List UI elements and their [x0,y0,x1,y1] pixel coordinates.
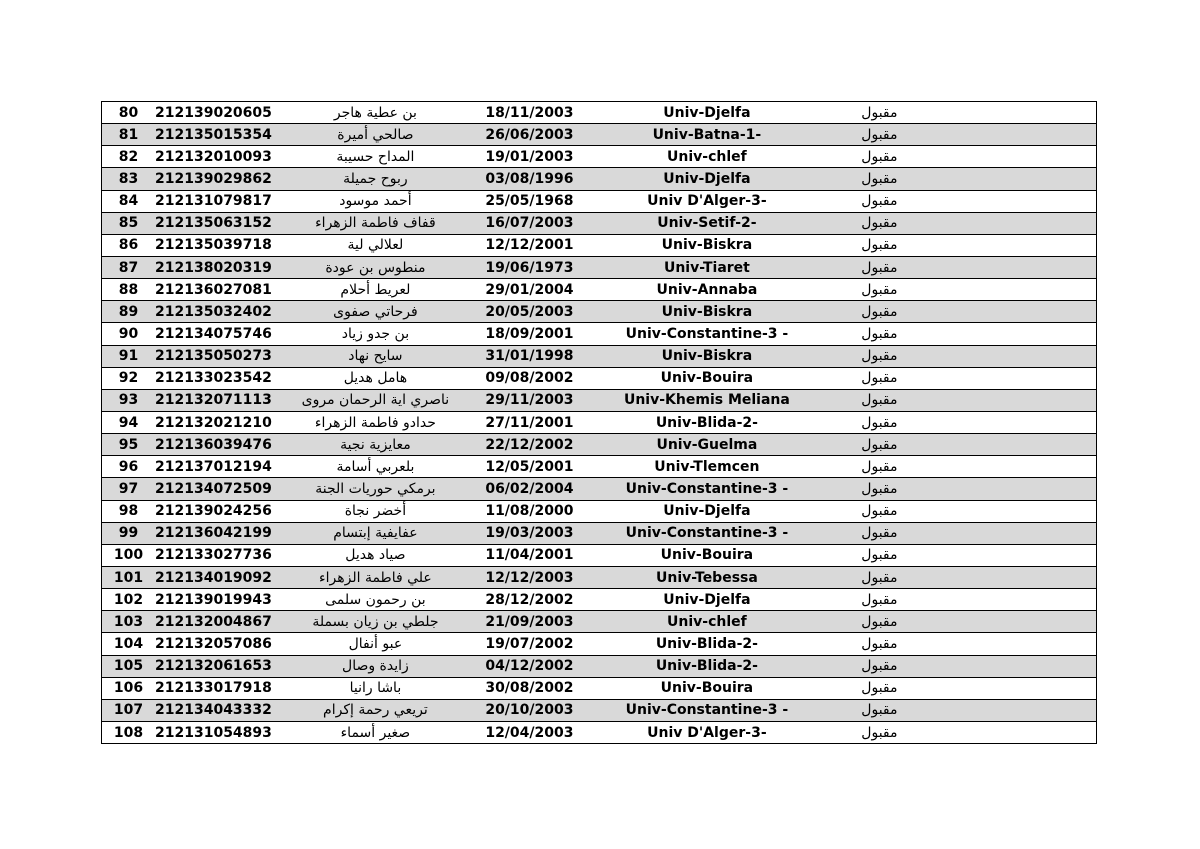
empty-cell [937,146,1097,168]
university-cell: Univ-Bouira [592,677,822,699]
table-row [102,434,1097,456]
university-cell: Univ-Blida-2- [592,411,822,433]
student-name-cell: أخضر نجاة [284,500,467,522]
registration-id-cell: 212134072509 [155,478,284,500]
empty-cell [937,190,1097,212]
row-number-cell: 86 [102,234,156,256]
birth-date-cell: 12/04/2003 [485,724,574,741]
table-row [102,146,1097,168]
row-number-cell: 92 [102,367,156,389]
registration-id-cell: 212134075746 [155,323,284,345]
row-number-cell: 80 [102,102,156,124]
birth-date-cell: 18/11/2003 [467,102,592,124]
birth-date-cell: 22/12/2002 [467,434,592,456]
empty-cell [937,168,1097,190]
status-cell: مقبول [822,699,937,721]
registration-id-cell: 212132061653 [155,655,284,677]
row-number-cell: 88 [102,279,156,301]
university-cell: Univ-Setif-2- [592,212,822,234]
row-number-cell: 101 [102,566,156,588]
status-cell: مقبول [822,411,937,433]
registration-id-cell: 212136042199 [155,522,284,544]
student-name-cell: سايح نهاد [284,345,467,367]
university-cell: Univ-Djelfa [592,168,822,190]
university-cell: Univ-Blida-2- [592,655,822,677]
status-cell: مقبول [822,345,937,367]
university-cell: Univ-Tlemcen [592,456,822,478]
birth-date-cell: 06/02/2004 [467,478,592,500]
row-number-cell: 102 [102,589,156,611]
status-cell: مقبول [822,500,937,522]
university-cell: Univ-Bouira [592,367,822,389]
student-name-cell: تريعي رحمة إكرام [284,699,467,721]
student-name-cell: أحمد موسود [284,190,467,212]
row-number-cell: 104 [102,633,156,655]
row-number-cell: 84 [102,190,156,212]
empty-cell [937,655,1097,677]
birth-date-cell: 29/01/2004 [467,279,592,301]
registration-id-cell: 212133027736 [155,544,284,566]
row-number-cell: 97 [102,478,156,500]
table-row [102,279,1097,301]
university-cell: Univ-Constantine-3 - [592,699,822,721]
empty-cell [937,301,1097,323]
row-number-cell: 108 [113,724,144,741]
table-row [102,212,1097,234]
row-number-cell: 93 [102,389,156,411]
status-cell: مقبول [822,389,937,411]
university-cell: Univ-Khemis Meliana [592,389,822,411]
row-number-cell: 91 [102,345,156,367]
student-name-cell: حدادو فاطمة الزهراء [284,411,467,433]
student-name-cell: معايزية نجية [284,434,467,456]
university-cell: Univ D'Alger-3- [592,190,822,212]
student-name-cell: بن جدو زياد [284,323,467,345]
student-name-cell: صياد هديل [284,544,467,566]
student-name-cell: بن عطية هاجر [284,102,467,124]
birth-date-cell: 16/07/2003 [467,212,592,234]
table-row [102,611,1097,633]
university-cell: Univ-Djelfa [592,589,822,611]
empty-cell [937,434,1097,456]
table-row [102,522,1097,544]
student-name-cell: برمكي حوريات الجنة [284,478,467,500]
status-cell: مقبول [822,456,937,478]
status-cell: مقبول [822,234,937,256]
row-number-cell: 107 [102,699,156,721]
birth-date-cell: 31/01/1998 [467,345,592,367]
empty-cell [937,456,1097,478]
university-cell: Univ-Djelfa [592,102,822,124]
registration-id-cell: 212139020605 [155,102,284,124]
university-cell: Univ-Constantine-3 - [592,323,822,345]
row-number-cell: 87 [102,256,156,278]
registration-id-cell: 212132010093 [155,146,284,168]
status-cell: مقبول [822,146,937,168]
status-cell: مقبول [822,212,937,234]
university-cell: Univ-Tebessa [592,566,822,588]
student-name-cell: بن رحمون سلمى [284,589,467,611]
empty-cell [937,389,1097,411]
status-cell: مقبول [822,168,937,190]
birth-date-cell: 20/05/2003 [467,301,592,323]
table-row [102,411,1097,433]
table-row [102,389,1097,411]
status-cell: مقبول [822,611,937,633]
birth-date-cell: 19/03/2003 [467,522,592,544]
birth-date-cell: 19/06/1973 [467,256,592,278]
table-row [102,345,1097,367]
registration-id-cell: 212134043332 [155,699,284,721]
table-row [102,323,1097,345]
row-number-cell: 81 [102,124,156,146]
status-cell: مقبول [822,301,937,323]
university-cell: Univ-Guelma [592,434,822,456]
student-name-cell: علي فاطمة الزهراء [284,566,467,588]
registration-id-cell: 212138020319 [155,256,284,278]
empty-cell [937,323,1097,345]
table-row [102,301,1097,323]
empty-cell [937,566,1097,588]
student-name-cell: جلطي بن زيان بسملة [284,611,467,633]
birth-date-cell: 19/01/2003 [467,146,592,168]
birth-date-cell: 11/04/2001 [467,544,592,566]
row-number-cell: 100 [102,544,156,566]
empty-cell [937,256,1097,278]
table-row [102,124,1097,146]
row-number-cell: 98 [102,500,156,522]
row-number-cell: 103 [102,611,156,633]
row-number-cell: 90 [102,323,156,345]
status-cell: مقبول [822,190,937,212]
university-cell: Univ-Blida-2- [592,633,822,655]
empty-cell [937,544,1097,566]
university-cell: Univ-Constantine-3 - [592,478,822,500]
empty-cell [937,279,1097,301]
university-cell: Univ-Biskra [592,345,822,367]
empty-cell [937,589,1097,611]
birth-date-cell: 18/09/2001 [467,323,592,345]
birth-date-cell: 21/09/2003 [467,611,592,633]
table-row [102,589,1097,611]
university-cell: Univ-Annaba [592,279,822,301]
row-number-cell: 106 [102,677,156,699]
row-number-cell: 99 [102,522,156,544]
row-number-cell: 82 [102,146,156,168]
row-number-cell: 105 [102,655,156,677]
status-cell: مقبول [822,522,937,544]
university-cell: Univ-Biskra [592,301,822,323]
registration-id-cell: 212135032402 [155,301,284,323]
university-cell: Univ-chlef [592,611,822,633]
university-cell: Univ-Bouira [592,544,822,566]
row-number-cell: 94 [102,411,156,433]
row-number-cell: 95 [102,434,156,456]
empty-cell [937,234,1097,256]
registration-id-cell: 212139024256 [155,500,284,522]
student-name-cell: هامل هديل [284,367,467,389]
row-number-cell: 83 [102,168,156,190]
university-cell: Univ-Biskra [592,234,822,256]
registration-id-cell: 212136027081 [155,279,284,301]
empty-cell [937,102,1097,124]
empty-cell [937,411,1097,433]
registration-id-cell: 212132021210 [155,411,284,433]
table-row [102,168,1097,190]
registration-id-cell: 212135050273 [155,345,284,367]
row-number-cell: 85 [102,212,156,234]
birth-date-cell: 03/08/1996 [467,168,592,190]
table-row [102,500,1097,522]
empty-cell [937,699,1097,721]
empty-cell [937,633,1097,655]
table-row [102,633,1097,655]
birth-date-cell: 20/10/2003 [467,699,592,721]
university-cell: Univ-Tiaret [592,256,822,278]
table-row [102,367,1097,389]
empty-cell [937,478,1097,500]
student-name-cell: قفاف فاطمة الزهراء [284,212,467,234]
status-cell: مقبول [822,478,937,500]
registration-id-cell: 212137012194 [155,456,284,478]
table-row [102,721,1097,743]
registration-id-cell: 212135039718 [155,234,284,256]
student-name-cell: لعلالي لية [284,234,467,256]
student-name-cell: بلعربي أسامة [284,456,467,478]
university-cell: Univ-Djelfa [592,500,822,522]
status-cell: مقبول [822,323,937,345]
results-table [101,101,1097,744]
table-body [102,102,1097,744]
table-row [102,677,1097,699]
university-cell: Univ D'Alger-3- [647,724,767,741]
registration-id-cell: 212134019092 [155,566,284,588]
student-name-cell: باشا رانيا [284,677,467,699]
registration-id-cell: 212135063152 [155,212,284,234]
registration-id-cell: 212135015354 [155,124,284,146]
birth-date-cell: 11/08/2000 [467,500,592,522]
empty-cell [937,677,1097,699]
registration-id-cell: 212139029862 [155,168,284,190]
status-cell: مقبول [822,544,937,566]
status-cell: مقبول [822,633,937,655]
university-cell: Univ-Batna-1- [592,124,822,146]
birth-date-cell: 19/07/2002 [467,633,592,655]
registration-id-cell: 212139019943 [155,589,284,611]
student-name-cell: صالحي أميرة [284,124,467,146]
table-row [102,456,1097,478]
empty-cell [937,345,1097,367]
university-cell: Univ-Constantine-3 - [592,522,822,544]
registration-id-cell: 212132057086 [155,633,284,655]
table-row [102,102,1097,124]
student-name-cell: زايدة وصال [284,655,467,677]
table-row [102,190,1097,212]
status-cell: مقبول [861,724,898,741]
row-number-cell: 96 [102,456,156,478]
birth-date-cell: 04/12/2002 [467,655,592,677]
birth-date-cell: 12/12/2001 [467,234,592,256]
student-name-cell: ربوح جميلة [284,168,467,190]
empty-cell [937,611,1097,633]
student-name-cell: عبو أنفال [284,633,467,655]
table-row [102,566,1097,588]
student-name-cell: عفايفية إبتسام [284,522,467,544]
status-cell: مقبول [822,124,937,146]
status-cell: مقبول [822,655,937,677]
empty-cell [937,522,1097,544]
registration-id-cell: 212131054893 [155,724,272,741]
birth-date-cell: 12/12/2003 [467,566,592,588]
table-row [102,478,1097,500]
student-name-cell: ناصري اية الرحمان مروى [284,389,467,411]
birth-date-cell: 12/05/2001 [467,456,592,478]
birth-date-cell: 26/06/2003 [467,124,592,146]
birth-date-cell: 25/05/1968 [467,190,592,212]
table-row [102,655,1097,677]
student-name-cell: منطوس بن عودة [284,256,467,278]
university-cell: Univ-chlef [592,146,822,168]
birth-date-cell: 29/11/2003 [467,389,592,411]
registration-id-cell: 212136039476 [155,434,284,456]
empty-cell [937,367,1097,389]
table-row [102,699,1097,721]
table-row [102,256,1097,278]
status-cell: مقبول [822,434,937,456]
status-cell: مقبول [822,589,937,611]
birth-date-cell: 27/11/2001 [467,411,592,433]
registration-id-cell: 212131079817 [155,190,284,212]
empty-cell [937,500,1097,522]
registration-id-cell: 212133017918 [155,677,284,699]
row-number-cell: 89 [102,301,156,323]
status-cell: مقبول [822,279,937,301]
table-row [102,544,1097,566]
registration-id-cell: 212132071113 [155,389,284,411]
birth-date-cell: 09/08/2002 [467,367,592,389]
student-name-cell: صغير أسماء [340,724,411,741]
student-name-cell: المداح حسيبة [284,146,467,168]
status-cell: مقبول [822,367,937,389]
registration-id-cell: 212133023542 [155,367,284,389]
table-row [102,234,1097,256]
empty-cell [937,721,1097,743]
student-name-cell: فرحاتي صفوى [284,301,467,323]
status-cell: مقبول [822,566,937,588]
status-cell: مقبول [822,102,937,124]
birth-date-cell: 28/12/2002 [467,589,592,611]
empty-cell [937,124,1097,146]
registration-id-cell: 212132004867 [155,611,284,633]
empty-cell [937,212,1097,234]
birth-date-cell: 30/08/2002 [467,677,592,699]
status-cell: مقبول [822,256,937,278]
student-name-cell: لعريط أحلام [284,279,467,301]
status-cell: مقبول [822,677,937,699]
